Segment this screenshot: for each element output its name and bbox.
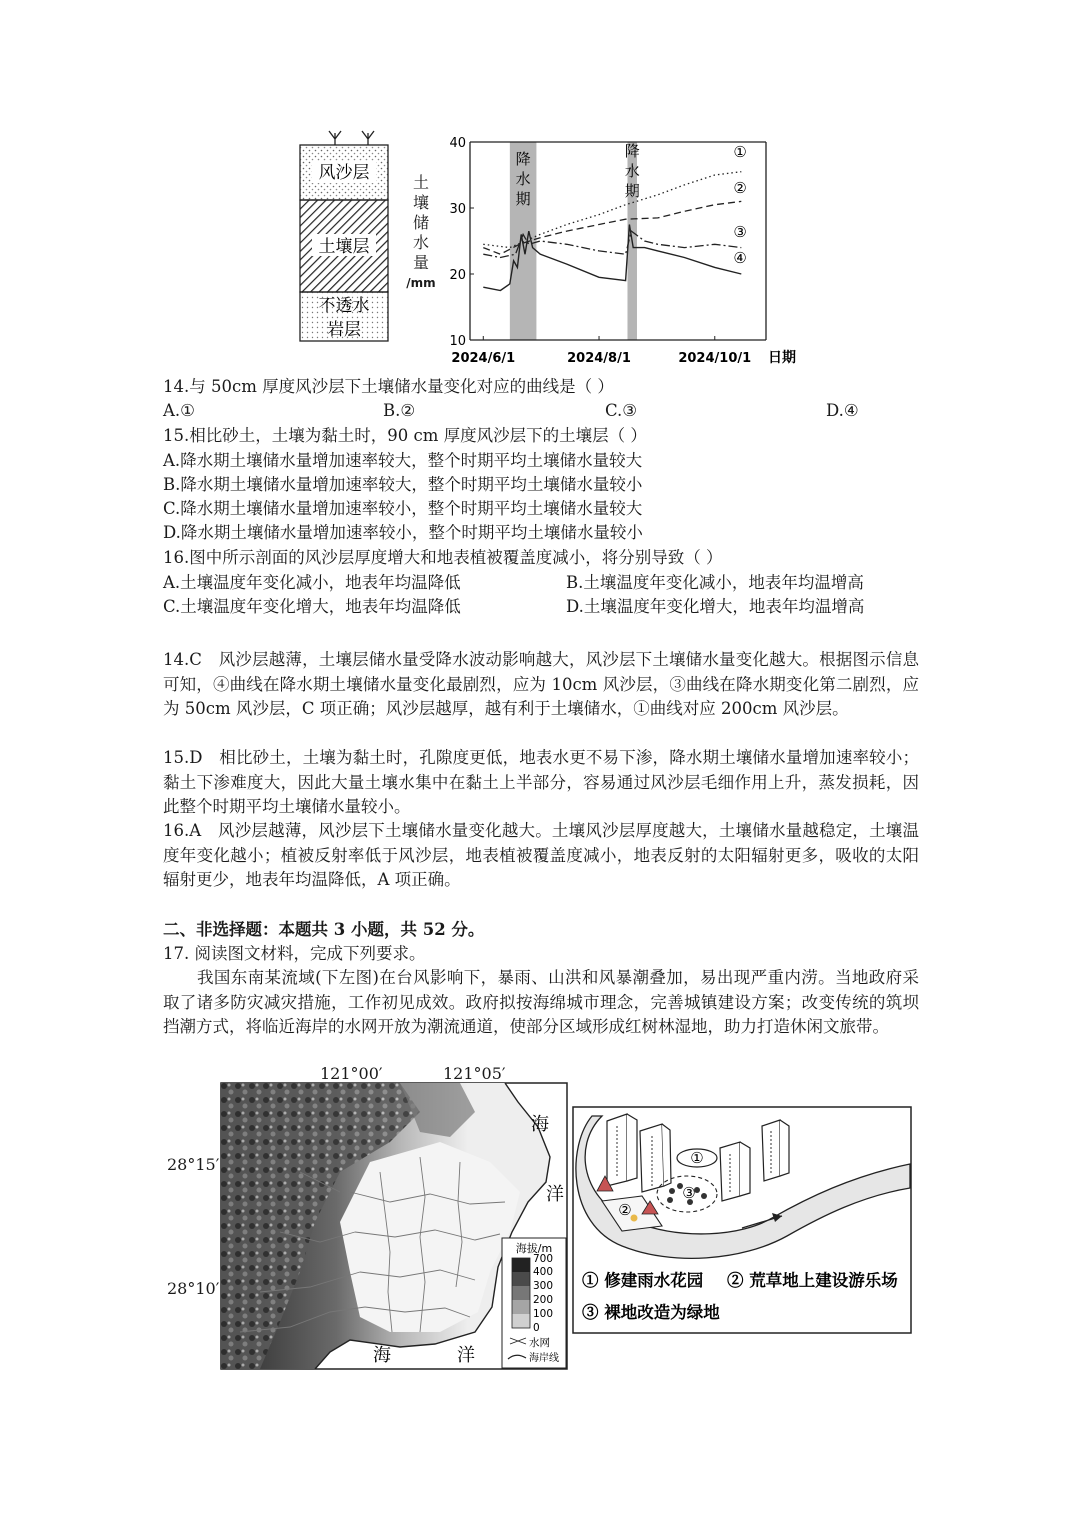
series-label-4: ④: [733, 249, 747, 267]
sea-label-2: 洋: [546, 1184, 564, 1205]
q14-option-b: B.②: [383, 401, 416, 420]
terrain-map: [220, 1082, 568, 1370]
answer-14: 14.C 风沙层越薄，土壤层储水量受降水波动影响越大，风沙层下土壤储水量变化越大。根据图示信息可知，④曲线在降水期土壤储水量变化最剧烈，应为 10cm 风沙层，③曲线在降水期变化第二剧烈，应为 50cm 风沙层，C 项正确；风沙层越厚，越有利于土壤储水，①曲线对应 200cm 风沙层。: [163, 650, 919, 718]
answer-16: 16.A 风沙层越薄，风沙层下土壤储水量变化越大。土壤风沙层厚度越大，土壤储水量越稳定，土壤温度年变化越小；植被反射率低于风沙层，地表植被覆盖度减小，地表反射的太阳辐射更多，吸收的太阳辐射更少，地表年均温降低，A 项正确。: [163, 821, 919, 889]
answer-15: 15.D 相比砂土，土壤为黏土时，孔隙度更低，地表水更不易下渗，降水期土壤储水量增加速率较小；黏土下渗难度大，因此大量土壤水集中在黏土上半部分，容易通过风沙层毛细作用上升，蒸发损耗，因此整个时期平均土壤储水量较小。: [163, 748, 919, 816]
y-tick-label: 20: [449, 268, 466, 283]
map-lon-2: 121°05′: [443, 1064, 506, 1083]
map-lon-1: 121°00′: [320, 1064, 383, 1083]
q15-option-c: C.降水期土壤储水量增加速率较小，整个时期平均土壤储水量较大: [163, 499, 643, 518]
scene-legend-3: ③ 裸地改造为绿地: [582, 1303, 720, 1322]
scene-legend-2: ② 荒草地上建设游乐场: [727, 1271, 898, 1290]
x-axis-label: 日期: [768, 350, 796, 366]
q14-option-d: D.④: [826, 401, 859, 420]
y-tick-label: 30: [449, 202, 466, 217]
soil-profile-figure: [290, 125, 400, 345]
y-tick-label: 10: [449, 334, 466, 349]
marker-1: ①: [690, 1149, 704, 1167]
precip-label-char: 水: [624, 162, 640, 180]
q15-option-d: D.降水期土壤储水量增加速率较小，整个时期平均土壤储水量较小: [163, 523, 643, 542]
series-label-1: ①: [733, 143, 747, 161]
scene-legend-1: ① 修建雨水花园: [582, 1271, 704, 1290]
legend-water: 水网: [529, 1337, 550, 1349]
ylabel-char: 水: [412, 233, 429, 252]
x-tick-label: 2024/8/1: [567, 351, 631, 366]
legend-val: 200: [533, 1294, 554, 1306]
chart-ylabel: [404, 173, 438, 293]
q16-option-c: C.土壤温度年变化增大，地表年均温降低: [163, 597, 461, 616]
q17-material: 我国东南某流域(下左图)在台风影响下，暴雨、山洪和风暴潮叠加，易出现严重内涝。当地政府采取了诸多防灾减灾措施，工作初见成效。政府拟按海绵城市理念，完善城镇建设方案；改变传统的筑坝挡潮方式，将临近海岸的水网开放为潮流通道，使部分区域形成红树林湿地，助力打造休闲文旅带。: [163, 968, 919, 1036]
ylabel-unit: /mm: [406, 276, 436, 290]
legend-title: 海拔/m: [515, 1242, 553, 1255]
section2-title: 二、非选择题：本题共 3 小题，共 52 分。: [163, 920, 485, 939]
marker-2: ②: [618, 1201, 632, 1219]
label-soil-layer: 土壤层: [318, 237, 370, 257]
sea-label-1: 海: [531, 1114, 549, 1135]
precip-label-char: 降: [624, 142, 640, 160]
sea-label-3: 海: [373, 1345, 391, 1366]
map-legend: [502, 1238, 566, 1368]
q14-option-c: C.③: [605, 401, 638, 420]
q17-stem: 17. 阅读图文材料，完成下列要求。: [163, 944, 426, 963]
legend-val: 100: [533, 1308, 554, 1320]
ylabel-char: 壤: [412, 193, 429, 212]
legend-val: 400: [533, 1266, 554, 1278]
x-tick-label: 2024/6/1: [451, 351, 516, 366]
precip-label-char: 降: [515, 150, 531, 168]
q15-option-b: B.降水期土壤储水量增加速率较大，整个时期平均土壤储水量较小: [163, 475, 643, 494]
series-label-3: ③: [733, 223, 747, 241]
q16-option-d: D.土壤温度年变化增大，地表年均温增高: [566, 597, 865, 616]
ylabel-char: 储: [412, 213, 429, 232]
x-tick-label: 2024/10/1: [678, 351, 752, 366]
y-tick-label: 40: [449, 136, 466, 151]
marker-3: ③: [682, 1184, 696, 1202]
label-rock-layer-1: 不透水: [318, 296, 370, 316]
label-rock-layer-2: 岩层: [327, 320, 361, 340]
ylabel-char: 量: [412, 253, 429, 272]
label-sand-layer: 风沙层: [318, 163, 370, 183]
sea-label-4: 洋: [457, 1345, 475, 1366]
precip-label-char: 期: [624, 182, 640, 200]
q16-option-a: A.土壤温度年变化减小，地表年均温降低: [163, 573, 461, 592]
q15-option-a: A.降水期土壤储水量增加速率较大，整个时期平均土壤储水量较大: [163, 451, 643, 470]
urban-scene: [572, 1106, 912, 1334]
legend-val: 700: [533, 1253, 554, 1265]
q14-option-a: A.①: [163, 401, 195, 420]
grass-icon: [329, 131, 374, 145]
q15-stem: 15.相比砂土，土壤为黏土时，90 cm 厚度风沙层下的土壤层（ ）: [163, 426, 647, 445]
series-label-2: ②: [733, 179, 747, 197]
map-lat-1: 28°15′: [167, 1155, 220, 1174]
map-lat-2: 28°10′: [167, 1279, 220, 1298]
q14-stem: 14.与 50cm 厚度风沙层下土壤储水量变化对应的曲线是（ ）: [163, 377, 614, 396]
q16-stem: 16.图中所示剖面的风沙层厚度增大和地表植被覆盖度减小，将分别导致（ ）: [163, 548, 723, 567]
ylabel-char: 土: [412, 173, 429, 192]
precip-label-char: 期: [515, 190, 531, 208]
precip-label-char: 水: [515, 170, 531, 188]
legend-val: 300: [533, 1280, 554, 1292]
legend-coast: 海岸线: [529, 1353, 559, 1364]
legend-val: 0: [533, 1322, 540, 1334]
q16-option-b: B.土壤温度年变化减小，地表年均温增高: [566, 573, 864, 592]
soil-water-chart: [440, 130, 796, 375]
